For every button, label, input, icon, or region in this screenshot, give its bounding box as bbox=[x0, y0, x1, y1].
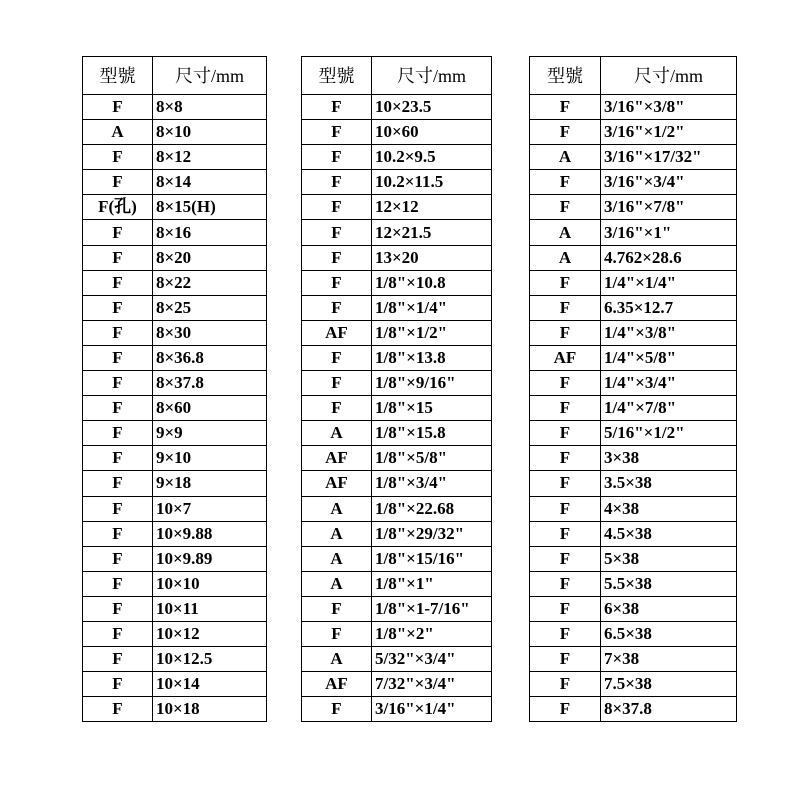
table-row bbox=[302, 371, 492, 396]
table-row bbox=[302, 120, 492, 145]
spec-table-2 bbox=[301, 56, 492, 722]
table-row bbox=[83, 170, 267, 195]
type-cell: AF bbox=[302, 446, 372, 471]
spec-table-3 bbox=[529, 56, 737, 722]
table-row bbox=[530, 596, 737, 621]
table-row bbox=[530, 496, 737, 521]
size-cell: 1/8"×5/8" bbox=[372, 446, 492, 471]
type-cell: F bbox=[83, 496, 153, 521]
size-cell: 10×10 bbox=[153, 571, 267, 596]
table-row bbox=[530, 145, 737, 170]
type-cell: F bbox=[302, 596, 372, 621]
table-row bbox=[530, 647, 737, 672]
type-cell: F bbox=[530, 471, 601, 496]
type-cell: F bbox=[83, 371, 153, 396]
table-row bbox=[530, 120, 737, 145]
size-cell: 1/4"×1/4" bbox=[601, 270, 737, 295]
size-cell: 5/16"×1/2" bbox=[601, 421, 737, 446]
size-cell: 3/16"×1/2" bbox=[601, 120, 737, 145]
header-row bbox=[530, 57, 737, 95]
table-row bbox=[530, 571, 737, 596]
table-row bbox=[530, 295, 737, 320]
table-row bbox=[83, 396, 267, 421]
table-row bbox=[83, 320, 267, 345]
type-cell: A bbox=[83, 120, 153, 145]
type-cell: F bbox=[530, 446, 601, 471]
type-cell: F bbox=[302, 371, 372, 396]
table-row bbox=[302, 245, 492, 270]
table-row bbox=[83, 345, 267, 370]
table-row bbox=[83, 496, 267, 521]
type-cell: F bbox=[530, 697, 601, 722]
header-size: 尺寸/mm bbox=[153, 57, 267, 95]
size-cell: 8×15(H) bbox=[153, 195, 267, 220]
spec-table-1 bbox=[82, 56, 267, 722]
type-cell: F bbox=[302, 295, 372, 320]
type-cell: F bbox=[302, 621, 372, 646]
type-cell: F bbox=[302, 220, 372, 245]
table-row bbox=[530, 546, 737, 571]
type-cell: F bbox=[302, 270, 372, 295]
size-cell: 1/8"×15/16" bbox=[372, 546, 492, 571]
type-cell: F bbox=[530, 621, 601, 646]
size-cell: 1/8"×29/32" bbox=[372, 521, 492, 546]
size-cell: 10×12 bbox=[153, 621, 267, 646]
type-cell: F bbox=[83, 571, 153, 596]
type-cell: F bbox=[302, 195, 372, 220]
table-row bbox=[302, 596, 492, 621]
type-cell: F bbox=[302, 145, 372, 170]
type-cell: A bbox=[530, 145, 601, 170]
type-cell: F bbox=[83, 245, 153, 270]
table-row bbox=[302, 647, 492, 672]
size-cell: 1/4"×3/4" bbox=[601, 371, 737, 396]
table-row bbox=[83, 95, 267, 120]
table-row bbox=[83, 647, 267, 672]
table-row bbox=[530, 95, 737, 120]
size-cell: 4.762×28.6 bbox=[601, 245, 737, 270]
table-row bbox=[302, 295, 492, 320]
table-row bbox=[530, 697, 737, 722]
size-cell: 12×21.5 bbox=[372, 220, 492, 245]
size-cell: 1/8"×15.8 bbox=[372, 421, 492, 446]
table-row bbox=[302, 345, 492, 370]
table-row bbox=[83, 521, 267, 546]
table-row bbox=[83, 546, 267, 571]
table-row bbox=[530, 672, 737, 697]
table-row bbox=[530, 270, 737, 295]
type-cell: A bbox=[302, 647, 372, 672]
table-row bbox=[83, 220, 267, 245]
table-row bbox=[83, 270, 267, 295]
type-cell: F bbox=[302, 396, 372, 421]
table-row bbox=[83, 446, 267, 471]
table-row bbox=[530, 195, 737, 220]
type-cell: F bbox=[530, 546, 601, 571]
type-cell: F bbox=[530, 371, 601, 396]
type-cell: F bbox=[83, 596, 153, 621]
table-row bbox=[83, 371, 267, 396]
type-cell: F bbox=[530, 496, 601, 521]
type-cell: A bbox=[530, 245, 601, 270]
type-cell: A bbox=[302, 421, 372, 446]
type-cell: F bbox=[530, 320, 601, 345]
table-row bbox=[302, 220, 492, 245]
size-cell: 10×9.89 bbox=[153, 546, 267, 571]
type-cell: A bbox=[302, 496, 372, 521]
type-cell: F bbox=[83, 145, 153, 170]
table-row bbox=[302, 421, 492, 446]
table-row bbox=[530, 220, 737, 245]
type-cell: F bbox=[302, 95, 372, 120]
size-cell: 10×12.5 bbox=[153, 647, 267, 672]
type-cell: F bbox=[302, 245, 372, 270]
type-cell: F bbox=[530, 295, 601, 320]
size-cell: 9×9 bbox=[153, 421, 267, 446]
type-cell: F bbox=[83, 521, 153, 546]
size-cell: 10×18 bbox=[153, 697, 267, 722]
table-row bbox=[530, 245, 737, 270]
type-cell: AF bbox=[530, 345, 601, 370]
table-row bbox=[83, 421, 267, 446]
size-cell: 8×20 bbox=[153, 245, 267, 270]
type-cell: F bbox=[530, 170, 601, 195]
type-cell: F bbox=[530, 596, 601, 621]
type-cell: A bbox=[302, 546, 372, 571]
size-cell: 1/8"×1-7/16" bbox=[372, 596, 492, 621]
table-row bbox=[83, 145, 267, 170]
size-cell: 3×38 bbox=[601, 446, 737, 471]
type-cell: F bbox=[530, 672, 601, 697]
size-cell: 13×20 bbox=[372, 245, 492, 270]
type-cell: F bbox=[83, 396, 153, 421]
table-row bbox=[83, 471, 267, 496]
table-row bbox=[530, 170, 737, 195]
type-cell: F bbox=[83, 295, 153, 320]
table-row bbox=[530, 446, 737, 471]
size-cell: 1/8"×9/16" bbox=[372, 371, 492, 396]
size-cell: 1/4"×5/8" bbox=[601, 345, 737, 370]
table-row bbox=[530, 621, 737, 646]
table-row bbox=[302, 170, 492, 195]
size-cell: 9×18 bbox=[153, 471, 267, 496]
size-cell: 3/16"×3/4" bbox=[601, 170, 737, 195]
type-cell: F bbox=[530, 195, 601, 220]
table-row bbox=[302, 697, 492, 722]
type-cell: F bbox=[83, 220, 153, 245]
size-cell: 10×9.88 bbox=[153, 521, 267, 546]
size-cell: 8×12 bbox=[153, 145, 267, 170]
table-row bbox=[302, 320, 492, 345]
size-cell: 12×12 bbox=[372, 195, 492, 220]
size-cell: 6.5×38 bbox=[601, 621, 737, 646]
size-cell: 8×14 bbox=[153, 170, 267, 195]
type-cell: F bbox=[83, 270, 153, 295]
size-cell: 8×8 bbox=[153, 95, 267, 120]
size-cell: 10×60 bbox=[372, 120, 492, 145]
table-row bbox=[83, 596, 267, 621]
table-row bbox=[83, 295, 267, 320]
size-cell: 5×38 bbox=[601, 546, 737, 571]
type-cell: AF bbox=[302, 672, 372, 697]
size-cell: 1/8"×1/4" bbox=[372, 295, 492, 320]
type-cell: F bbox=[302, 120, 372, 145]
type-cell: F bbox=[530, 120, 601, 145]
size-cell: 1/4"×3/8" bbox=[601, 320, 737, 345]
size-cell: 3/16"×7/8" bbox=[601, 195, 737, 220]
table-row bbox=[302, 471, 492, 496]
type-cell: F bbox=[530, 421, 601, 446]
type-cell: F bbox=[302, 345, 372, 370]
type-cell: F bbox=[83, 345, 153, 370]
table-row bbox=[302, 521, 492, 546]
size-cell: 7×38 bbox=[601, 647, 737, 672]
size-cell: 8×30 bbox=[153, 320, 267, 345]
table-row bbox=[302, 270, 492, 295]
size-cell: 4×38 bbox=[601, 496, 737, 521]
header-type: 型號 bbox=[302, 57, 372, 95]
size-cell: 9×10 bbox=[153, 446, 267, 471]
type-cell: F bbox=[530, 270, 601, 295]
size-cell: 6×38 bbox=[601, 596, 737, 621]
type-cell: F bbox=[83, 546, 153, 571]
size-cell: 4.5×38 bbox=[601, 521, 737, 546]
type-cell: F bbox=[530, 95, 601, 120]
type-cell: F bbox=[530, 571, 601, 596]
table-row bbox=[83, 120, 267, 145]
table-row bbox=[530, 471, 737, 496]
size-cell: 3/16"×1" bbox=[601, 220, 737, 245]
table-row bbox=[302, 396, 492, 421]
size-cell: 10×14 bbox=[153, 672, 267, 697]
table-row bbox=[83, 195, 267, 220]
size-cell: 8×16 bbox=[153, 220, 267, 245]
type-cell: F bbox=[83, 421, 153, 446]
type-cell: F bbox=[530, 521, 601, 546]
size-cell: 1/8"×1/2" bbox=[372, 320, 492, 345]
type-cell: F bbox=[530, 396, 601, 421]
type-cell: F bbox=[302, 170, 372, 195]
size-cell: 8×36.8 bbox=[153, 345, 267, 370]
size-cell: 1/8"×1" bbox=[372, 571, 492, 596]
size-cell: 5/32"×3/4" bbox=[372, 647, 492, 672]
header-size: 尺寸/mm bbox=[601, 57, 737, 95]
size-cell: 1/8"×13.8 bbox=[372, 345, 492, 370]
type-cell: F bbox=[302, 697, 372, 722]
size-cell: 1/8"×10.8 bbox=[372, 270, 492, 295]
table-row bbox=[83, 245, 267, 270]
size-cell: 1/8"×15 bbox=[372, 396, 492, 421]
table-row bbox=[302, 446, 492, 471]
table-row bbox=[302, 95, 492, 120]
type-cell: F bbox=[83, 647, 153, 672]
table-row bbox=[83, 571, 267, 596]
type-cell: F bbox=[83, 471, 153, 496]
table-row bbox=[530, 521, 737, 546]
table-row bbox=[83, 672, 267, 697]
table-row bbox=[530, 320, 737, 345]
type-cell: F bbox=[83, 621, 153, 646]
size-cell: 6.35×12.7 bbox=[601, 295, 737, 320]
size-cell: 8×10 bbox=[153, 120, 267, 145]
type-cell: F bbox=[83, 170, 153, 195]
table-row bbox=[302, 672, 492, 697]
table-row bbox=[83, 621, 267, 646]
type-cell: F bbox=[83, 672, 153, 697]
type-cell: F bbox=[83, 446, 153, 471]
size-cell: 8×37.8 bbox=[153, 371, 267, 396]
size-cell: 7/32"×3/4" bbox=[372, 672, 492, 697]
header-type: 型號 bbox=[83, 57, 153, 95]
type-cell: F bbox=[83, 697, 153, 722]
header-size: 尺寸/mm bbox=[372, 57, 492, 95]
header-row bbox=[83, 57, 267, 95]
type-cell: A bbox=[530, 220, 601, 245]
size-cell: 8×22 bbox=[153, 270, 267, 295]
table-row bbox=[302, 546, 492, 571]
type-cell: AF bbox=[302, 471, 372, 496]
table-row bbox=[302, 571, 492, 596]
table-row bbox=[530, 421, 737, 446]
header-row bbox=[302, 57, 492, 95]
type-cell: F bbox=[530, 647, 601, 672]
size-cell: 10.2×11.5 bbox=[372, 170, 492, 195]
size-cell: 8×60 bbox=[153, 396, 267, 421]
table-row bbox=[302, 195, 492, 220]
table-row bbox=[530, 345, 737, 370]
size-cell: 8×25 bbox=[153, 295, 267, 320]
type-cell: F(孔) bbox=[83, 195, 153, 220]
table-row bbox=[83, 697, 267, 722]
size-cell: 1/8"×2" bbox=[372, 621, 492, 646]
size-cell: 3/16"×3/8" bbox=[601, 95, 737, 120]
size-cell: 10.2×9.5 bbox=[372, 145, 492, 170]
type-cell: A bbox=[302, 571, 372, 596]
size-cell: 10×7 bbox=[153, 496, 267, 521]
table-row bbox=[302, 145, 492, 170]
header-type: 型號 bbox=[530, 57, 601, 95]
size-cell: 7.5×38 bbox=[601, 672, 737, 697]
type-cell: AF bbox=[302, 320, 372, 345]
size-cell: 10×23.5 bbox=[372, 95, 492, 120]
size-cell: 3/16"×1/4" bbox=[372, 697, 492, 722]
size-cell: 1/8"×22.68 bbox=[372, 496, 492, 521]
size-cell: 3/16"×17/32" bbox=[601, 145, 737, 170]
size-cell: 8×37.8 bbox=[601, 697, 737, 722]
size-cell: 1/8"×3/4" bbox=[372, 471, 492, 496]
size-cell: 1/4"×7/8" bbox=[601, 396, 737, 421]
type-cell: F bbox=[83, 95, 153, 120]
table-row bbox=[302, 621, 492, 646]
table-row bbox=[302, 496, 492, 521]
size-cell: 5.5×38 bbox=[601, 571, 737, 596]
type-cell: F bbox=[83, 320, 153, 345]
table-row bbox=[530, 396, 737, 421]
table-row bbox=[530, 371, 737, 396]
type-cell: A bbox=[302, 521, 372, 546]
size-cell: 10×11 bbox=[153, 596, 267, 621]
size-cell: 3.5×38 bbox=[601, 471, 737, 496]
